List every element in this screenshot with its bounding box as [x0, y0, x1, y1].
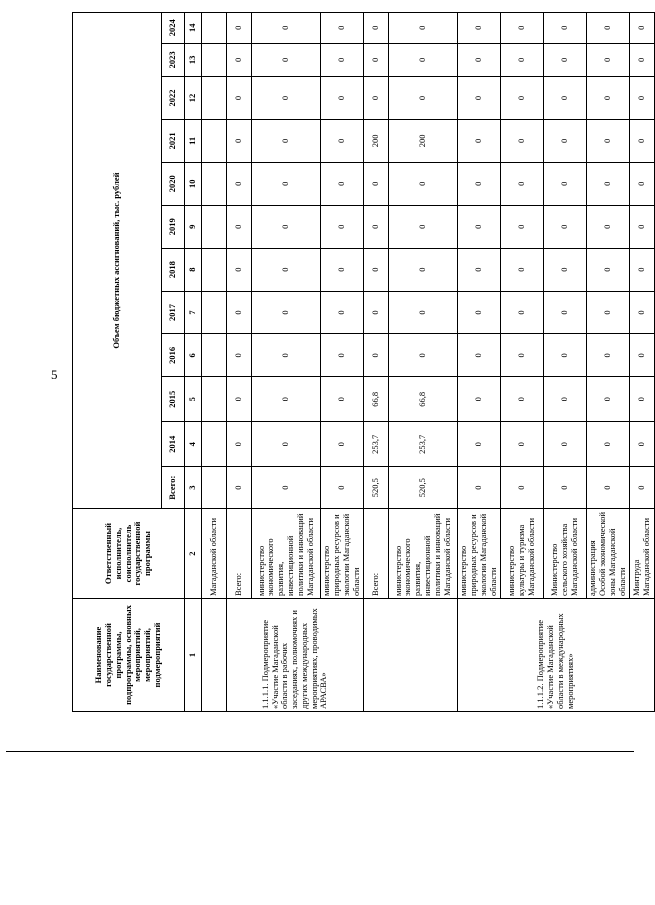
- value-cell: 0: [458, 205, 501, 248]
- value-cell: 0: [630, 162, 655, 205]
- header-total: Всего:: [162, 467, 185, 509]
- value-cell: 0: [227, 205, 252, 248]
- value-cell: 0: [587, 291, 630, 334]
- value-cell: 0: [630, 205, 655, 248]
- budget-table: [72, 12, 655, 712]
- value-cell: 200: [364, 119, 389, 162]
- value-cell: 0: [544, 162, 587, 205]
- value-cell: 0: [389, 205, 458, 248]
- value-cell: 0: [321, 291, 364, 334]
- value-cell: 0: [227, 13, 252, 44]
- column-number: 13: [185, 43, 202, 76]
- column-number: 9: [185, 205, 202, 248]
- value-cell: 0: [501, 467, 544, 509]
- value-cell: 520,5: [389, 467, 458, 509]
- executor-cell: министерство экономического развития, инвестиционной политики и инноваций Магаданской области: [252, 509, 321, 599]
- table-row: [458, 13, 501, 712]
- value-cell: 66,8: [389, 377, 458, 422]
- value-cell: 253,7: [364, 422, 389, 467]
- page-number: 5: [51, 367, 58, 382]
- value-cell: 0: [252, 205, 321, 248]
- value-cell: 0: [544, 43, 587, 76]
- value-cell: 0: [501, 291, 544, 334]
- value-cell: 0: [544, 377, 587, 422]
- executor-cell: Минтруда Магаданской области: [630, 509, 655, 599]
- column-number: 10: [185, 162, 202, 205]
- empty-cell: [202, 599, 227, 712]
- value-cell: 0: [252, 291, 321, 334]
- total-group: [364, 13, 458, 712]
- value-cell: 0: [252, 162, 321, 205]
- value-cell: 0: [587, 248, 630, 291]
- value-cell: 0: [630, 334, 655, 377]
- value-cell: 0: [227, 248, 252, 291]
- value-cell: 0: [630, 119, 655, 162]
- value-cell: 0: [501, 422, 544, 467]
- header-year: 2015: [162, 377, 185, 422]
- value-cell: 0: [389, 43, 458, 76]
- value-cell: 0: [252, 119, 321, 162]
- value-cell: 0: [501, 77, 544, 120]
- value-cell: 0: [587, 467, 630, 509]
- value-cell: 0: [458, 291, 501, 334]
- value-cell: 0: [458, 334, 501, 377]
- value-cell: 0: [227, 43, 252, 76]
- value-cell: 0: [501, 119, 544, 162]
- header-year: 2018: [162, 248, 185, 291]
- value-cell: 0: [587, 13, 630, 44]
- value-cell: 0: [364, 248, 389, 291]
- value-cell: 0: [458, 377, 501, 422]
- value-cell: 0: [544, 334, 587, 377]
- value-cell: 0: [501, 43, 544, 76]
- value-cell: 66,8: [364, 377, 389, 422]
- header-year: 2019: [162, 205, 185, 248]
- rotated-table-container: [72, 12, 651, 712]
- value-cell: 0: [252, 43, 321, 76]
- subevent-name-cell: [364, 599, 458, 712]
- value-cell: 0: [630, 377, 655, 422]
- value-cell: 0: [364, 162, 389, 205]
- column-number: 6: [185, 334, 202, 377]
- column-number: 4: [185, 422, 202, 467]
- column-number: 8: [185, 248, 202, 291]
- value-cell: 0: [227, 467, 252, 509]
- column-number: 3: [185, 467, 202, 509]
- value-cell: 253,7: [389, 422, 458, 467]
- column-number: 2: [185, 509, 202, 599]
- value-cell: 0: [630, 467, 655, 509]
- header-year: 2024: [162, 13, 185, 44]
- value-cell: 0: [321, 422, 364, 467]
- value-cell: 0: [587, 422, 630, 467]
- executor-cell: министерство природных ресурсов и экологии Магаданской области: [321, 509, 364, 599]
- value-cell: 0: [364, 13, 389, 44]
- value-cell: 0: [227, 377, 252, 422]
- value-cell: 0: [630, 43, 655, 76]
- value-cell: 0: [364, 205, 389, 248]
- value-cell: 0: [364, 77, 389, 120]
- header-volume: Объем бюджетных ассигнований, тыс. рублей: [73, 13, 162, 509]
- value-cell: 0: [458, 422, 501, 467]
- value-cell: 0: [501, 248, 544, 291]
- value-cell: 0: [587, 43, 630, 76]
- value-cell: 0: [227, 119, 252, 162]
- value-cell: 0: [501, 334, 544, 377]
- value-cell: 0: [630, 422, 655, 467]
- value-cell: 0: [501, 377, 544, 422]
- value-cell: 0: [252, 377, 321, 422]
- header-year: 2023: [162, 43, 185, 76]
- table-row: [227, 13, 252, 712]
- value-cell: 0: [544, 205, 587, 248]
- value-cell: 0: [544, 77, 587, 120]
- header-executor: Ответственный исполнитель, соисполнитель государственной программы: [73, 509, 185, 599]
- value-cell: 0: [389, 248, 458, 291]
- value-cell: 0: [458, 467, 501, 509]
- table-row: [364, 13, 389, 712]
- value-cell: 520,5: [364, 467, 389, 509]
- value-cell: 0: [252, 467, 321, 509]
- column-number: 11: [185, 119, 202, 162]
- value-cell: 0: [458, 248, 501, 291]
- value-cell: 0: [321, 377, 364, 422]
- value-cell: 200: [389, 119, 458, 162]
- value-cell: 0: [587, 334, 630, 377]
- header-year: 2014: [162, 422, 185, 467]
- value-cell: 0: [630, 77, 655, 120]
- value-cell: 0: [544, 467, 587, 509]
- value-cell: 0: [252, 13, 321, 44]
- value-cell: 0: [321, 77, 364, 120]
- value-cell: 0: [321, 334, 364, 377]
- sub1-group: [227, 13, 364, 712]
- value-cell: 0: [389, 291, 458, 334]
- value-cell: 0: [252, 248, 321, 291]
- value-cell: 0: [587, 205, 630, 248]
- header-year: 2021: [162, 119, 185, 162]
- value-cell: 0: [458, 43, 501, 76]
- value-cell: 0: [389, 77, 458, 120]
- value-cell: 0: [321, 205, 364, 248]
- value-cell: 0: [587, 162, 630, 205]
- value-cell: 0: [252, 77, 321, 120]
- value-cell: 0: [227, 422, 252, 467]
- value-cell: 0: [587, 119, 630, 162]
- value-cell: 0: [321, 119, 364, 162]
- value-cell: 0: [587, 377, 630, 422]
- value-cell: 0: [321, 13, 364, 44]
- value-cell: 0: [321, 467, 364, 509]
- value-cell: 0: [389, 162, 458, 205]
- value-cell: 0: [252, 422, 321, 467]
- value-cell: 0: [227, 77, 252, 120]
- executor-cell: Всего:: [364, 509, 389, 599]
- value-cell: 0: [458, 162, 501, 205]
- value-cell: 0: [544, 422, 587, 467]
- value-cell: 0: [630, 291, 655, 334]
- value-cell: 0: [227, 162, 252, 205]
- horizontal-rule: [6, 751, 634, 752]
- executor-cell: министерство культуры и туризма Магаданской области: [501, 509, 544, 599]
- value-cell: 0: [501, 205, 544, 248]
- header-name: Наименование государственной программы, подпрограммы, основных мероприятий, мероприятий, подмероприятий: [73, 599, 185, 712]
- executor-cell: Магаданской области: [202, 509, 227, 599]
- value-cell: 0: [252, 334, 321, 377]
- value-cell: 0: [630, 248, 655, 291]
- executor-cell: Министерство сельского хозяйства Магаданской области: [544, 509, 587, 599]
- value-cell: 0: [364, 43, 389, 76]
- value-cell: 0: [227, 291, 252, 334]
- subevent-name-cell: 1.1.1.2. Подмероприятие «Участие Магаданской области в международных мероприятиях»: [458, 599, 655, 712]
- column-number: 1: [185, 599, 202, 712]
- value-cell: 0: [458, 119, 501, 162]
- header-year: 2017: [162, 291, 185, 334]
- executor-cell: министерство экономического развития, инвестиционной политики и инноваций Магаданской области: [389, 509, 458, 599]
- value-cell: 0: [630, 13, 655, 44]
- value-cell: 0: [544, 13, 587, 44]
- value-cell: 0: [544, 291, 587, 334]
- value-cell: 0: [321, 43, 364, 76]
- value-cell: 0: [227, 334, 252, 377]
- column-number: 12: [185, 77, 202, 120]
- executor-cell: администрация Особой экономической зоны Магаданской области: [587, 509, 630, 599]
- header-year: 2016: [162, 334, 185, 377]
- header-year: 2022: [162, 77, 185, 120]
- executor-cell: министерство природных ресурсов и экологии Магаданской области: [458, 509, 501, 599]
- subevent-name-cell: 1.1.1.1. Подмероприятие «Участие Магаданской области в рабочих заседаниях, полномочиях и других международных мероприятиях, проводимых АРАСВА»: [227, 599, 364, 712]
- value-cell: 0: [544, 248, 587, 291]
- executor-cell: Всего:: [227, 509, 252, 599]
- value-cell: 0: [389, 334, 458, 377]
- column-number: 14: [185, 13, 202, 44]
- column-number: 5: [185, 377, 202, 422]
- sub2-group: [458, 13, 655, 712]
- value-cell: 0: [587, 77, 630, 120]
- value-cell: 0: [458, 13, 501, 44]
- value-cell: 0: [458, 77, 501, 120]
- value-cell: 0: [501, 162, 544, 205]
- value-cell: 0: [364, 334, 389, 377]
- header-year: 2020: [162, 162, 185, 205]
- value-cell: 0: [321, 162, 364, 205]
- column-number: 7: [185, 291, 202, 334]
- value-cell: 0: [389, 13, 458, 44]
- value-cell: 0: [364, 291, 389, 334]
- value-cell: 0: [544, 119, 587, 162]
- value-cell: 0: [501, 13, 544, 44]
- value-cell: 0: [321, 248, 364, 291]
